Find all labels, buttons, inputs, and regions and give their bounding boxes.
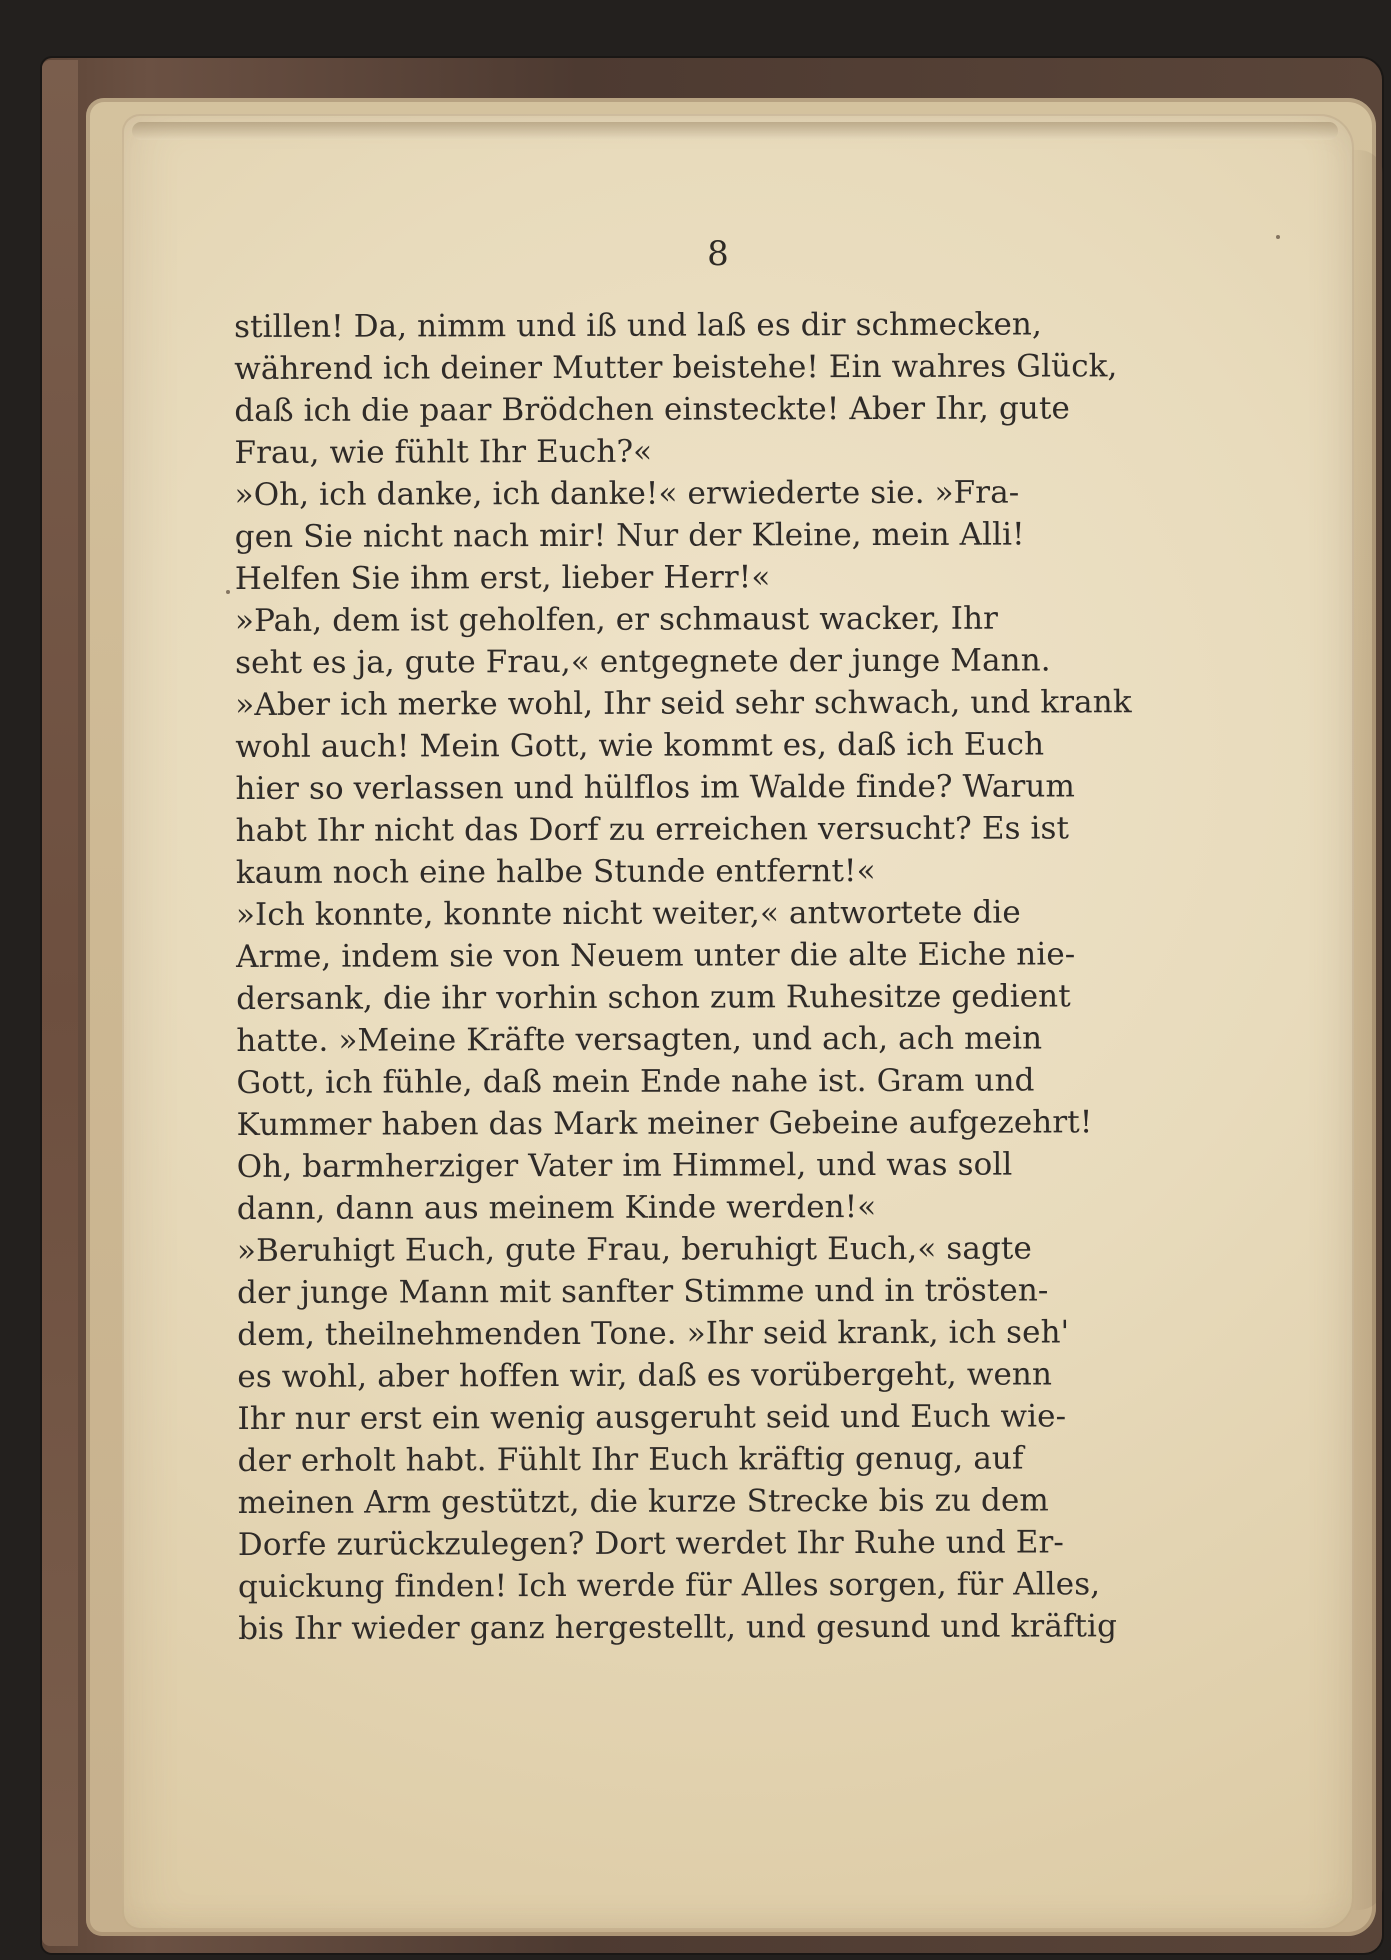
page-number: 8 <box>707 234 729 274</box>
paper-speck <box>1276 235 1280 239</box>
paragraph-3: »Pah, dem ist geholfen, er schmaust wacker, Ihr seht es ja, gute Frau,« entgegnete der junge Mann. »Aber ich merke wohl, Ihr seid sehr schwach, und krank wohl auch! Mein Gott, wie kommt es, daß ich Euch hier so verlassen und hülflos im Walde finde? Warum habt Ihr nicht das Dorf zu erreichen versucht? Es ist kaum noch eine halbe Stunde entfernt!« <box>234 600 1132 891</box>
page-top-edge <box>132 122 1338 140</box>
paragraph-4: »Ich konnte, konnte nicht weiter,« antwortete die Arme, indem sie von Neuem unter die alte Eiche nie- dersank, die ihr vorhin schon zum Ruhesitze gedient hatte. »Meine Kräfte versagten, und ach, ach mein Gott, ich fühle, daß mein Ende nahe ist. Gram und Kummer haben das Mark meiner Gebeine aufgezehrt! Oh, barmherziger Vater im Himmel, und was soll dann, dann aus meinem Kinde werden!« <box>235 894 1093 1227</box>
paragraph-5: »Beruhigt Euch, gute Frau, beruhigt Euch,« sagte der junge Mann mit sanfter Stimme und in trösten- dem, theilnehmenden Tone. »Ihr seid krank, ich seh' es wohl, aber hoffen wir, daß es vorübergeht, wenn Ihr nur erst ein wenig ausgeruht seid und Euch wie- der erholt habt. Fühlt Ihr Euch kräftig genug, auf meinen Arm gestützt, die kurze Strecke bis zu dem Dorfe zurückzulegen? Dort werdet Ihr Ruhe und Er- quickung finden! Ich werde für Alles sorgen, für Alles, bis Ihr wieder ganz hergestellt, und gesund und kräftig <box>236 1230 1118 1647</box>
paragraph-2: »Oh, ich danke, ich danke!« erwiederte sie. »Fra- gen Sie nicht nach mir! Nur der Kleine, mein Alli! Helfen Sie ihm erst, lieber Herr!« <box>234 474 1025 597</box>
paragraph-1: stillen! Da, nimm und iß und laß es dir schmecken, während ich deiner Mutter beistehe! Ein wahres Glück, daß ich die paar Brödchen einsteckte! Aber Ihr, gute Frau, wie fühlt Ihr Euch?« <box>234 306 1118 471</box>
paper-speck <box>226 590 230 594</box>
page-edge-shadow <box>1349 150 1383 1910</box>
page-text <box>234 303 1182 1650</box>
book-spine <box>42 60 78 1946</box>
